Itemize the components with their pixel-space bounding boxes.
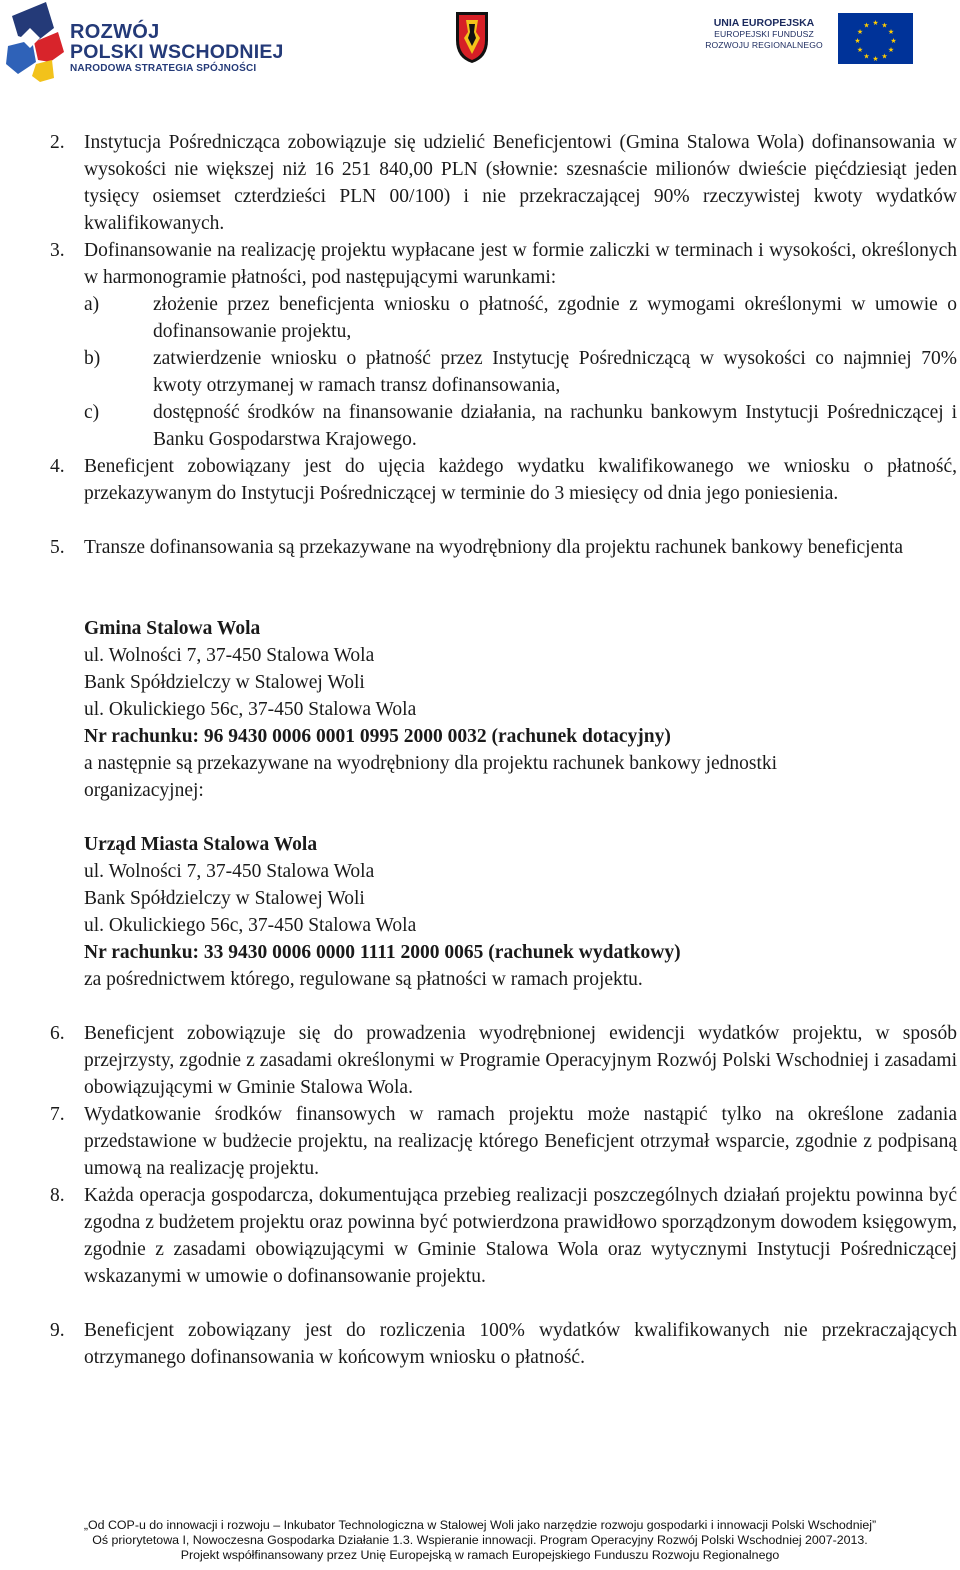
subitem-label: c): [84, 402, 100, 423]
account-number: Nr rachunku: 33 9430 0006 0000 1111 2000 0065 (rachunek wydatkowy): [84, 942, 681, 963]
svg-text:★: ★: [856, 28, 864, 36]
svg-text:★: ★: [863, 52, 870, 61]
svg-text:★: ★: [872, 19, 879, 27]
item-number: 8.: [50, 1185, 65, 1206]
logo-subtitle: NARODOWA STRATEGIA SPÓJNOŚCI: [70, 63, 257, 74]
paragraph-item-9: Beneficjent zobowiązany jest do rozliczenia 100% wydatków kwalifikowanych nie przekraczających otrzymanego dofinansowania w końcowym wniosku o płatność.: [84, 1320, 957, 1368]
bank-name: Bank Spółdzielczy w Stalowej Woli: [84, 672, 365, 693]
subitem-c-text: dostępność środków na finansowanie działania, na rachunku bankowym Instytucji Pośredniczącej i Banku Gospodarstwa Krajowego.: [153, 402, 957, 450]
svg-text:★: ★: [887, 46, 895, 54]
svg-text:★: ★: [881, 21, 888, 30]
footer-project-title: „Od COP-u do innowacji i rozwoju – Inkubator Technologiczna w Stalowej Woli jako narzędzie rozwoju gospodarki i innowacji Polski Wschodniej”: [83, 1518, 877, 1532]
bank-name: Bank Spółdzielczy w Stalowej Woli: [84, 888, 365, 909]
paragraph-item-6: Beneficjent zobowiązuje się do prowadzenia wyodrębnionej ewidencji wydatków projektu, w sposób przejrzysty, zgodnie z zasadami określonymi w Programie Operacyjnym Rozwój Polski Wschodniej i zasadami obowiązującymi w Gminie Stalowa Wola.: [84, 1023, 957, 1098]
transfer-note-continued: organizacyjnej:: [84, 780, 204, 801]
paragraph-item-4: Beneficjent zobowiązany jest do ujęcia każdego wydatku kwalifikowanego we wniosku o płatność, przekazywanym do Instytucji Pośredniczącej w terminie do 3 miesięcy od dnia jego poniesienia.: [84, 456, 957, 504]
subitem-label: a): [84, 294, 100, 315]
transfer-note: a następnie są przekazywane na wyodrębniony dla projektu rachunek bankowy jednostki: [84, 753, 778, 774]
eu-label-line2: EUROPEJSKI FUNDUSZ: [714, 29, 814, 39]
item-number: 5.: [50, 537, 65, 558]
logo-title-line1: ROZWÓJ: [70, 21, 160, 43]
paragraph-item-8: Każda operacja gospodarcza, dokumentująca przebieg realizacji poszczególnych działań projektu powinna być zgodna z budżetem projektu oraz powinna być potwierdzona prawidłowo sporządzonym dowodem księgowym, zgodnie z zasadami obowiązującymi w Gminie Stalowa Wola oraz wytycznymi Instytucji Pośredniczącej wskazanymi w umowie o dofinansowanie projektu.: [84, 1185, 957, 1287]
paragraph-item-2: Instytucja Pośrednicząca zobowiązuje się udzielić Beneficjentowi (Gmina Stalowa Wola) dofinansowania w wysokości nie większej niż 16 251 840,00 PLN (słownie: szesnaście milionów dwieście pięćdziesiąt jeden tysięcy osiemset czterdzieści PLN 00/100) i nie przekraczającej 90% rzeczywistej kwoty wydatków kwalifikowanych.: [84, 132, 957, 234]
subitem-b-text: zatwierdzenie wniosku o płatność przez Instytucję Pośredniczącą w wysokości co najmniej 70% kwoty otrzymanej w ramach transz dofinansowania,: [153, 348, 957, 396]
subitem-a-text: złożenie przez beneficjenta wniosku o płatność, zgodnie z wymogami określonymi w umowie o dofinansowanie projektu,: [153, 294, 957, 342]
footer-program-line: Oś priorytetowa I, Nowoczesna Gospodarka Działanie 1.3. Wspieranie innowacji. Program Operacyjny Rozwój Polski Wschodniej 2007-2013.: [92, 1533, 868, 1547]
item-number: 7.: [50, 1104, 65, 1125]
account-holder-address: ul. Wolności 7, 37-450 Stalowa Wola: [84, 861, 375, 882]
item-number: 3.: [50, 240, 65, 261]
svg-text:★: ★: [854, 37, 861, 45]
account-holder-address: ul. Wolności 7, 37-450 Stalowa Wola: [84, 645, 375, 666]
eu-label-line3: ROZWOJU REGIONALNEGO: [705, 40, 823, 50]
svg-text:★: ★: [890, 37, 897, 45]
svg-text:★: ★: [856, 46, 864, 54]
svg-text:★: ★: [881, 52, 888, 61]
logo-title-line2: POLSKI WSCHODNIEJ: [70, 41, 284, 63]
account-number: Nr rachunku: 96 9430 0006 0001 0995 2000 0032 (rachunek dotacyjny): [84, 726, 671, 747]
payment-note: za pośrednictwem którego, regulowane są płatności w ramach projektu.: [84, 969, 643, 990]
item-number: 6.: [50, 1023, 65, 1044]
subitem-label: b): [84, 348, 101, 369]
eu-label-line1: UNIA EUROPEJSKA: [713, 17, 815, 29]
item-number: 2.: [50, 132, 65, 153]
paragraph-item-7: Wydatkowanie środków finansowych w ramach projektu może nastąpić tylko na określone zadania przedstawione w budżecie projektu, na realizację którego Beneficjent otrzymał wsparcie, zgodnie z podpisaną umową na realizację projektu.: [84, 1104, 957, 1179]
bank-address: ul. Okulickiego 56c, 37-450 Stalowa Wola: [84, 699, 417, 720]
item-number: 4.: [50, 456, 65, 477]
svg-text:★: ★: [863, 21, 870, 30]
bank-address: ul. Okulickiego 56c, 37-450 Stalowa Wola: [84, 915, 417, 936]
paragraph-item-3: Dofinansowanie na realizację projektu wypłacane jest w formie zaliczki w terminach i wysokości, określonych w harmonogramie płatności, pod następującymi warunkami:: [84, 240, 957, 288]
svg-text:★: ★: [872, 55, 879, 63]
account-holder-name: Gmina Stalowa Wola: [84, 618, 261, 639]
account-holder-name: Urząd Miasta Stalowa Wola: [84, 834, 318, 855]
item-number: 9.: [50, 1320, 65, 1341]
svg-text:★: ★: [887, 28, 895, 36]
paragraph-item-5: Transze dofinansowania są przekazywane na wyodrębniony dla projektu rachunek bankowy beneficjenta: [84, 537, 904, 558]
footer-cofinancing-line: Projekt współfinansowany przez Unię Europejską w ramach Europejskiego Funduszu Rozwoju Regionalnego: [180, 1548, 780, 1562]
